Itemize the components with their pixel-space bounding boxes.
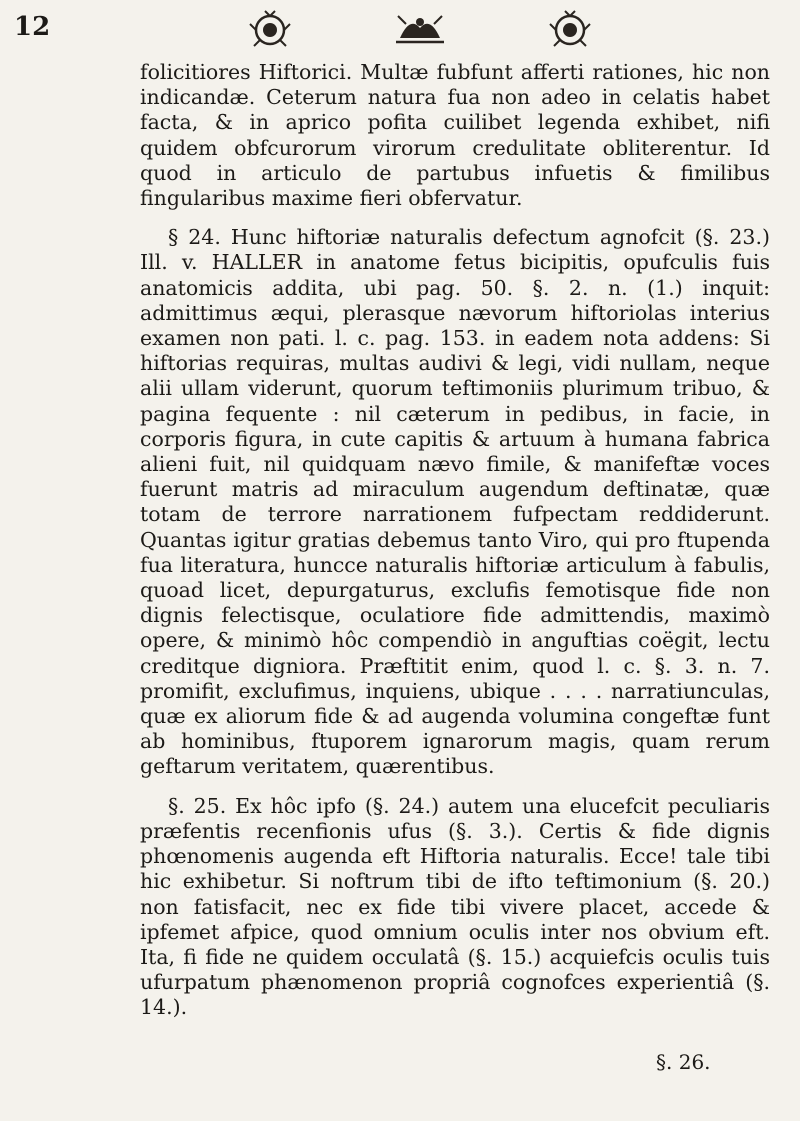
- flower-ornament-icon: [250, 11, 290, 46]
- paragraph-continuation: folicitiores Hiftorici. Multæ fubfunt afferti rationes, hic non indicandæ. Ceterum natura fua non adeo in celatis habet facta, & in aprico pofita cuilibet legenda exhibet, nifi quidem obfcurorum virorum credulitate obliterentur. Id quod in articulo de partubus infuetis & fimilibus fingularibus maxime fieri obfervatur.: [140, 60, 770, 211]
- catchword: §. 26.: [656, 1050, 711, 1074]
- page-number: 12: [14, 12, 51, 42]
- section-25-paragraph: §. 25. Ex hôc ipfo (§. 24.) autem una elucefcit peculiaris præfentis recenfionis ufus (§. 3.). Certis & fide dignis phœnomenis augenda eft Hiftoria naturalis. Ecce! tale tibi hic exhibetur. Si noftrum tibi de ifto teftimonium (§. 20.) non fatisfacit, nec ex fide tibi vivere placet, accede & ipfemet afpice, quod omnium oculis inter nos obvium eft. Ita, fi fide ne quidem occulatâ (§. 15.) acquiefcis oculis tuis ufurpatum phænomenon propriâ cognofces experientiâ (§. 14.).: [140, 793, 770, 1020]
- section-24-paragraph: § 24. Hunc hiftoriæ naturalis defectum agnofcit (§. 23.) Ill. v. HALLER in anatome fetus bicipitis, opufculis fuis anatomicis addita, ubi pag. 50. §. 2. n. (1.) inquit: admittimus æqui, plerasque nævorum hiftoriolas interius examen non pati. l. c. pag. 153. in eadem nota addens: Si hiftorias requiras, multas audivi & legi, vidi nullam, neque alii ullam viderunt, quorum teftimoniis plurimum tribuo, & pagina fequente : nil cæterum in pedibus, in facie, in corporis figura, in cute capitis & artuum à humana fabrica alieni fuit, nil quidquam nævo fimile, & manifeftæ voces fuerunt matris ad miraculum augendum deftinatæ, quæ totam de terrore narrationem fufpectam reddiderunt. Quantas igitur gratias debemus tanto Viro, qui pro ftupenda fua literatura, huncce naturalis hiftoriæ articulum à fabulis, quoad licet, depurgaturus, exclufis femotisque fide non dignis felectisque, oculatiore fide admittendis, maximò opere, & minimò hôc compendiò in anguftias coëgit, lectu creditque digniora. Præftitit enim, quod l. c. §. 3. n. 7. promifit, exclufimus, inquiens, ubique . . . . narratiunculas, quæ ex aliorum fide & ad augenda volumina congeftæ funt ab hominibus, ftuporem ignarorum magis, quam rerum geftarum veritatem, quærentibus.: [140, 225, 770, 779]
- header-ornament: [230, 10, 610, 50]
- crown-ornament-icon: [396, 16, 444, 42]
- body-text: [140, 60, 770, 1021]
- flower-ornament-icon: [550, 11, 590, 46]
- page-header: [0, 10, 800, 50]
